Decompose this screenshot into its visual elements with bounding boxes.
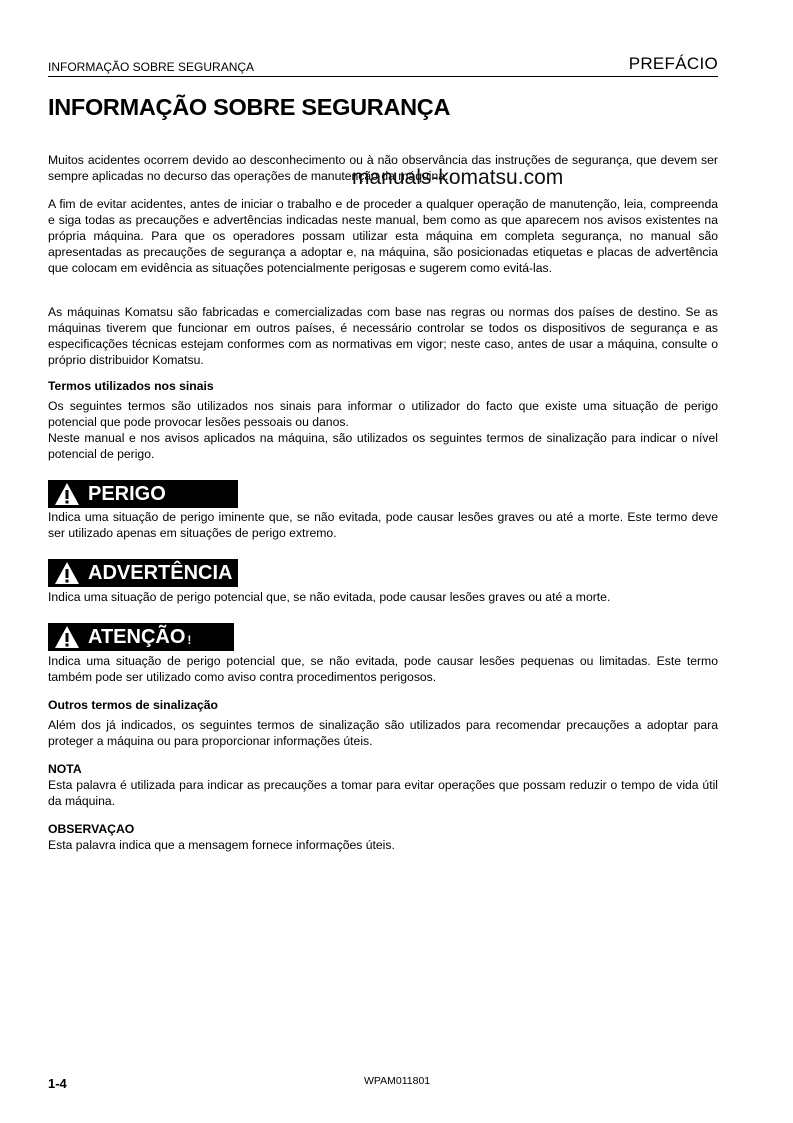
observacao-text: Esta palavra indica que a mensagem fornece informações úteis. [48, 838, 395, 852]
signal-text: Indica uma situação de perigo iminente que, se não evitada, pode causar lesões graves ou até a morte. Este termo deve ser utilizado apenas em situações de perigo extremo. [48, 510, 718, 540]
signal-banner-advertencia [48, 559, 238, 587]
terms-heading: Termos utilizados nos sinais [48, 379, 214, 393]
terms-section [48, 378, 718, 462]
observacao-heading: OBSERVAÇAO [48, 822, 135, 836]
header-rule [48, 76, 718, 77]
signal-label: ATENÇÃO [88, 625, 186, 648]
paragraph-text: As máquinas Komatsu são fabricadas e comercializadas com base nas regras ou normas dos países de destino. Se as máquinas tiverem que funcionar em outros países, é necessário controlar se todos os dispositivos de segurança e as especificações técnicas estejam conformes com as normativas em vigor; neste caso, antes de usar a máquina, consulte o próprio distribuidor Komatsu. [48, 305, 718, 367]
signal-description-perigo [48, 509, 718, 541]
signal-text: Indica uma situação de perigo potencial que, se não evitada, pode causar lesões graves ou até a morte. [48, 590, 611, 604]
other-terms-heading: Outros termos de sinalização [48, 698, 219, 712]
terms-text-2: Neste manual e nos avisos aplicados na máquina, são utilizados os seguintes termos de sinalização para indicar o nível potencial de perigo. [48, 431, 718, 461]
warning-triangle-icon [54, 561, 80, 585]
paragraph-precautions [48, 196, 718, 276]
page-number: 1-4 [48, 1076, 67, 1091]
paragraph-text: A fim de evitar acidentes, antes de iniciar o trabalho e de proceder a qualquer operação de manutenção, leia, compreenda e siga todas as precauções e advertências indicadas neste manual, bem como as que aparecem nos avisos existentes na própria máquina. Para que os operadores possam utilizar esta máquina em completa segurança, no manual são apresentadas as precauções de segurança a adoptar e, na máquina, são posicionadas etiquetas e placas de advertência que colocam em evidência as situações potencialmente perigosas e sugerem como evitá-las. [48, 197, 718, 275]
signal-description-atencao [48, 653, 718, 685]
other-terms-text: Além dos já indicados, os seguintes termos de sinalização são utilizados para recomendar precauções a adoptar para proteger a máquina ou para proporcionar informações úteis. [48, 718, 718, 748]
nota-heading: NOTA [48, 762, 82, 776]
signal-suffix: ! [187, 633, 192, 647]
nota-text: Esta palavra é utilizada para indicar as precauções a tomar para evitar operações que possam reduzir o tempo de vida útil da máquina. [48, 778, 718, 808]
paragraph-text: Muitos acidentes ocorrem devido ao desconhecimento ou à não observância das instruções de segurança, que devem ser sempre aplicadas no decurso das operações de manutenção da máquina. [48, 153, 718, 183]
other-terms-section [48, 697, 718, 853]
document-code: WPAM011801 [364, 1075, 431, 1087]
header-section: INFORMAÇÃO SOBRE SEGURANÇA [48, 60, 255, 74]
warning-triangle-icon [54, 625, 80, 649]
paragraph-regulations [48, 304, 718, 368]
watermark: manuals-komatsu.com [352, 166, 564, 189]
warning-triangle-icon [54, 482, 80, 506]
header-chapter: PREFÁCIO [628, 54, 718, 73]
page-title: INFORMAÇÃO SOBRE SEGURANÇA [48, 94, 451, 120]
signal-label: ADVERTÊNCIA [88, 561, 233, 584]
signal-banner-perigo [48, 480, 238, 508]
signal-banner-atencao [48, 623, 234, 651]
signal-description-advertencia [48, 589, 718, 605]
signal-text: Indica uma situação de perigo potencial que, se não evitada, pode causar lesões pequenas ou limitadas. Este termo também pode ser utilizado como aviso contra procedimentos perigosos. [48, 654, 718, 684]
terms-text-1: Os seguintes termos são utilizados nos sinais para informar o utilizador do facto que existe uma situação de perigo potencial que pode provocar lesões pessoais ou danos. [48, 399, 718, 429]
signal-label: PERIGO [88, 482, 166, 505]
